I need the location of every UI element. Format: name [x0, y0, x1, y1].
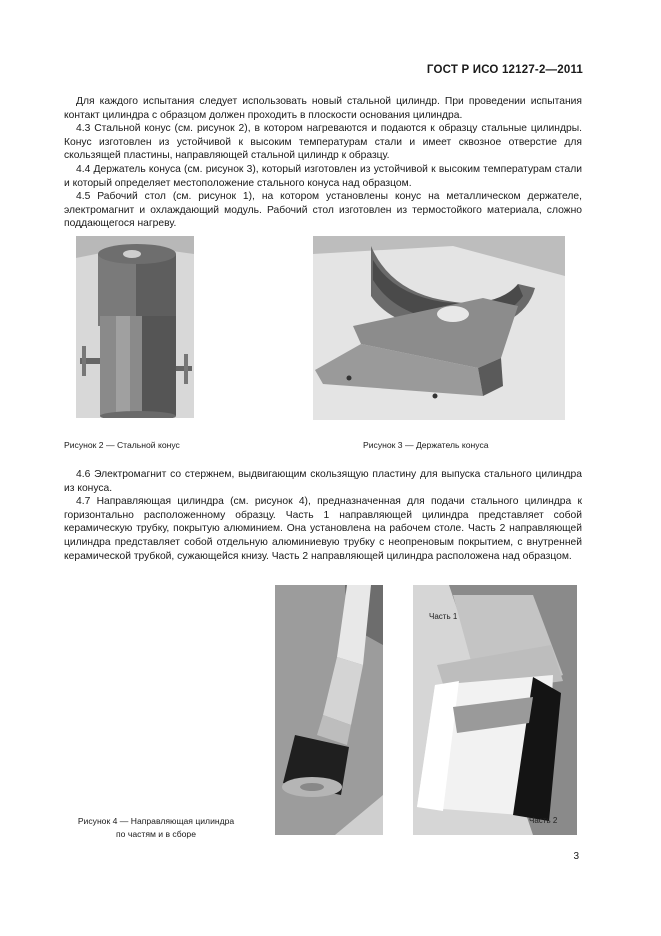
- paragraph: 4.6 Электромагнит со стержнем, выдвигающим скользящую пластину для выпуска стального цилиндра из конуса.: [64, 469, 582, 494]
- figure-4-label-part2: Часть 2: [529, 816, 558, 825]
- paragraph: Для каждого испытания следует использовать новый стальной цилиндр. При проведении испытания контакт цилиндра с образцом должен проходить в плоскости основания цилиндра.: [64, 96, 582, 121]
- paragraph: 4.4 Держатель конуса (см. рисунок 3), который изготовлен из устойчивой к высоким температурам стали и который определяет местоположение стального конуса над образцом.: [64, 163, 582, 189]
- page-number: 3: [573, 851, 579, 862]
- paragraph: 4.5 Рабочий стол (см. рисунок 1), на котором установлены конус на металлическом держателе, электромагнит и охлаждающий модуль. Рабочий стол изготовлен из термостойкого материала, сложно поддающегося нагреву.: [64, 191, 582, 230]
- figure-2-caption: Рисунок 2 — Стальной конус: [64, 440, 180, 450]
- figure-3-caption: Рисунок 3 — Держатель конуса: [363, 440, 489, 450]
- paragraph: 4.7 Направляющая цилиндра (см. рисунок 4), предназначенная для подачи стального цилиндра к горизонтально расположенному образцу. Часть 1 направляющей цилиндра представляет собой керамическую трубку, покрытую алюминием. Она установлена на рабочем столе. Часть 2 направляющей цилиндра представляет собой отдельную алюминиевую трубку с неопреновым покрытием, с внутренней керамической трубкой, сужающейся книзу. Часть 2 направляющей цилиндра расположена над образцом.: [64, 496, 582, 562]
- figure-4-label-part1: Часть 1: [429, 612, 458, 621]
- figure-3-cone-holder: [313, 236, 565, 420]
- figure-4-guide-parts-photo: [275, 585, 383, 835]
- figure-4-guide-assembled-photo: [413, 585, 577, 835]
- figure-4-caption-line2: по частям и в сборе: [116, 829, 196, 839]
- figure-4-caption-line1: Рисунок 4 — Направляющая цилиндра: [77, 816, 235, 826]
- text-block-bottom: [64, 468, 582, 563]
- figure-2-steel-cone: [76, 236, 194, 418]
- figure-4-caption: [66, 815, 246, 841]
- document-header: ГОСТ Р ИСО 12127-2—2011: [426, 64, 583, 76]
- text-block-top: [64, 95, 582, 231]
- paragraph: 4.3 Стальной конус (см. рисунок 2), в котором нагреваются и подаются к образцу стальные цилиндры. Конус изготовлен из устойчивой к высоким температурам стали и имеет сквозное отверстие для скользящей пластины, направляющей стальной цилиндр к образцу.: [64, 123, 582, 162]
